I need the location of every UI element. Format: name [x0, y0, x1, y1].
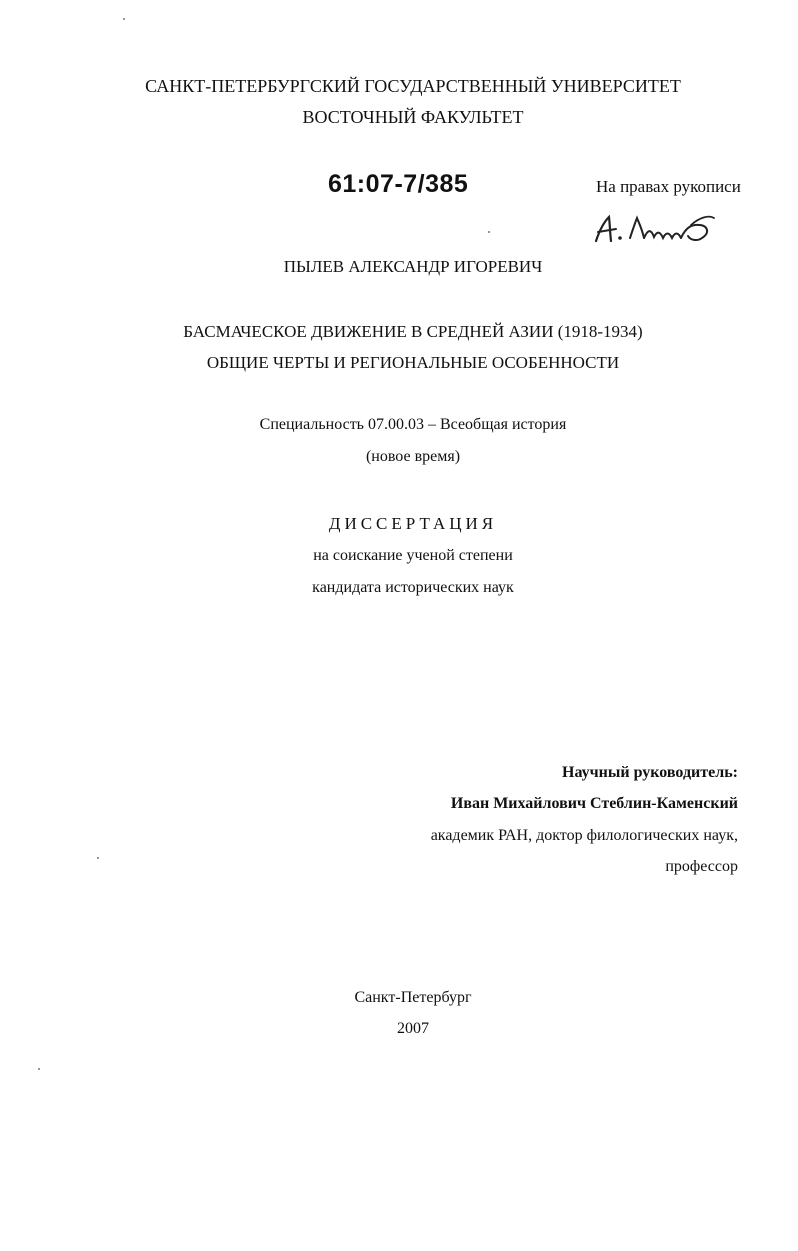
city: Санкт-Петербург — [354, 989, 472, 1006]
author-signature — [590, 207, 720, 251]
university-name: САНКТ-ПЕТЕРБУРГСКИЙ ГОСУДАРСТВЕННЫЙ УНИВЕРСИТЕТ — [145, 76, 681, 96]
advisor-position: профессор — [665, 858, 738, 875]
degree-line-1: на соискание ученой степени — [313, 547, 513, 564]
dissertation-title-line-1: БАСМАЧЕСКОЕ ДВИЖЕНИЕ В СРЕДНЕЙ АЗИИ (1918-1934) — [183, 322, 643, 341]
archive-code: 61:07-7/385 — [328, 170, 469, 198]
advisor-label: Научный руководитель: — [562, 764, 738, 781]
scan-speck — [97, 857, 99, 859]
specialty-line: Специальность 07.00.03 – Всеобщая история — [259, 416, 567, 433]
year: 2007 — [397, 1020, 429, 1037]
specialty-subline: (новое время) — [365, 448, 461, 465]
manuscript-note: На правах рукописи — [596, 177, 741, 196]
scan-speck — [123, 18, 125, 20]
dissertation-title-line-2: ОБЩИЕ ЧЕРТЫ И РЕГИОНАЛЬНЫЕ ОСОБЕННОСТИ — [206, 353, 620, 372]
degree-line-2: кандидата исторических наук — [312, 579, 514, 596]
scan-speck — [488, 231, 490, 233]
author-name: ПЫЛЕВ АЛЕКСАНДР ИГОРЕВИЧ — [283, 257, 543, 276]
dissertation-heading: ДИССЕРТАЦИЯ — [328, 514, 498, 533]
advisor-credentials: академик РАН, доктор филологических наук, — [430, 827, 738, 844]
advisor-name: Иван Михайлович Стеблин-Каменский — [450, 795, 738, 812]
faculty-name: ВОСТОЧНЫЙ ФАКУЛЬТЕТ — [302, 107, 524, 127]
scan-speck — [38, 1068, 40, 1070]
